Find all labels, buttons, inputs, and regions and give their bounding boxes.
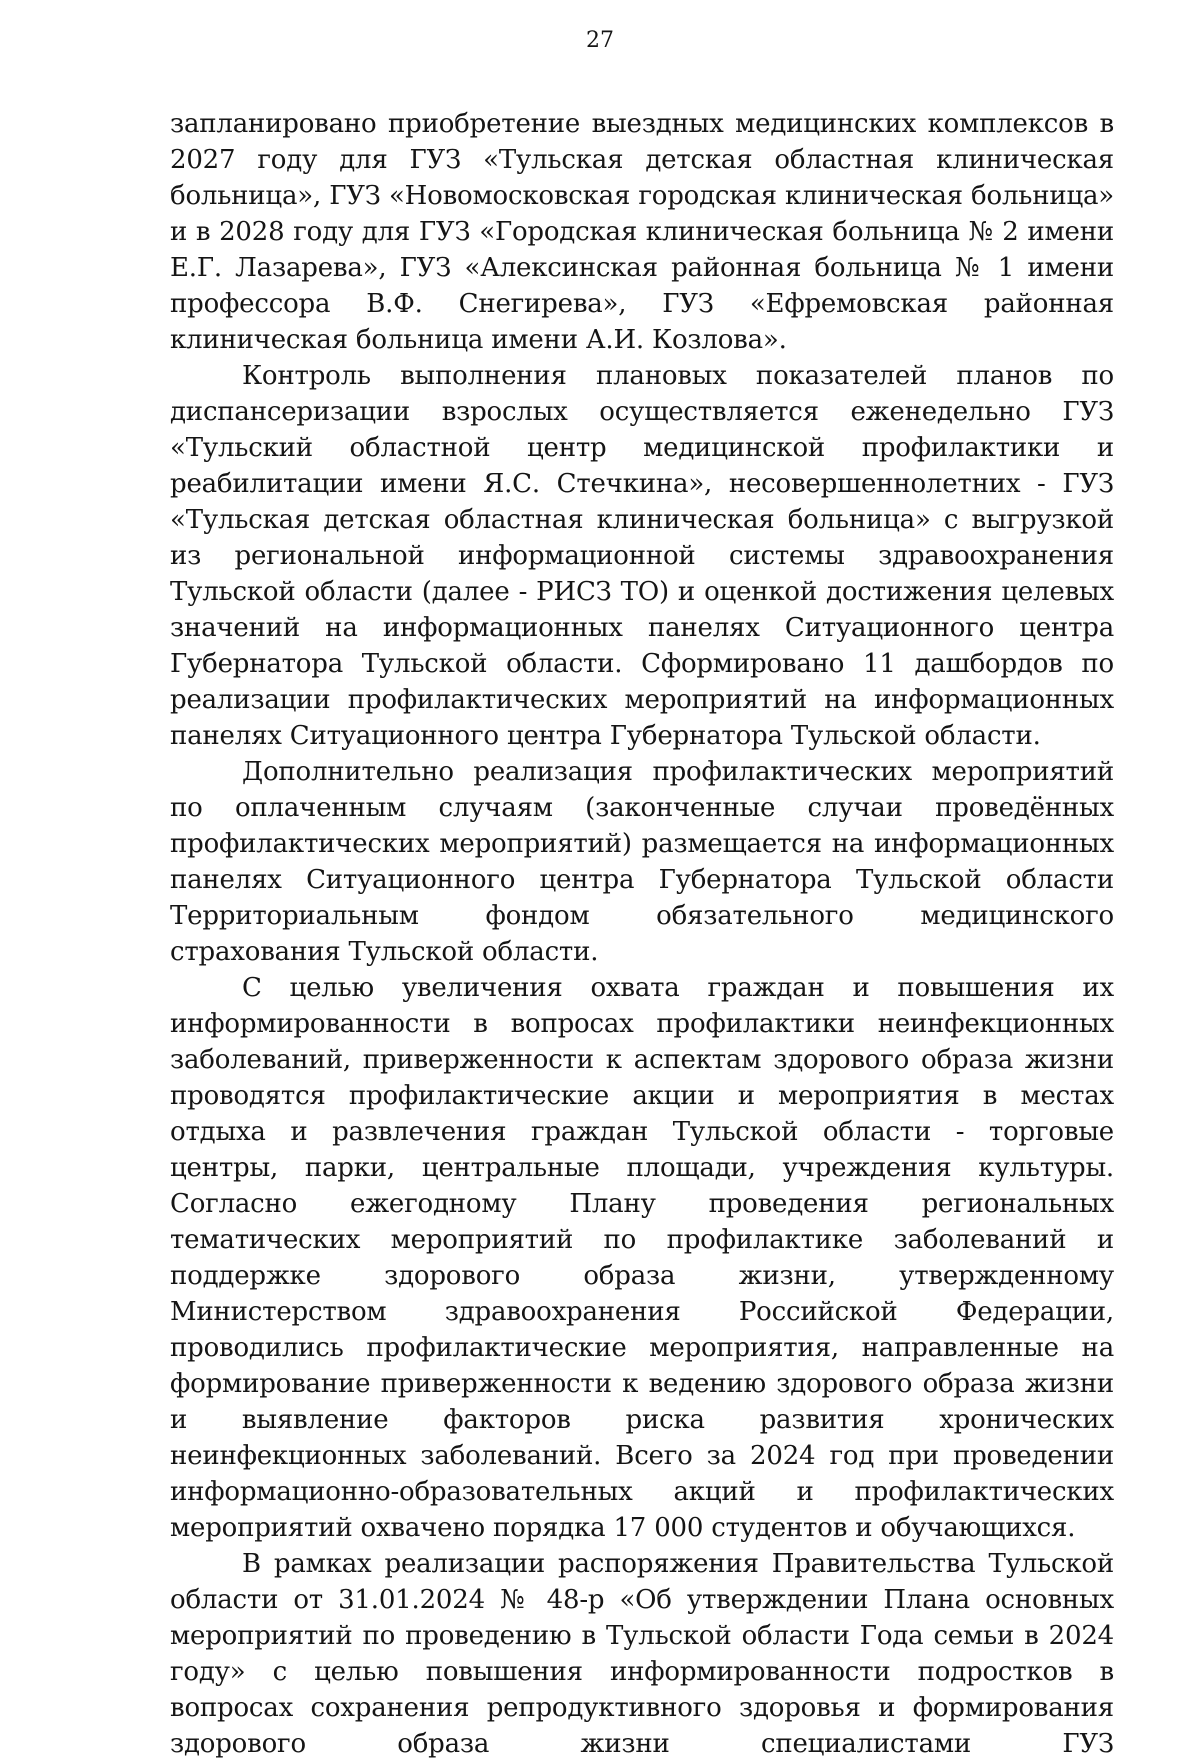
paragraph-year-of-family: В рамках реализации распоряжения Правительства Тульской области от 31.01.2024 № 48-р «Об утверждении Плана основных мероприятий по проведению в Тульской области Года семьи в 2024 году» с целью повышения информированности подростков в вопросах сохранения репродуктивного здоровья и формирования здорового образа жизни специалистами ГУЗ xyxy=(170,1549,1114,1759)
paragraph-prevention-actions: С целью увеличения охвата граждан и повышения их информированности в вопросах профилактики неинфекционных заболеваний, приверженности к аспектам здорового образа жизни проводятся профилактические акции и мероприятия в местах отдыха и развлечения граждан Тульской области - торговые центры, парки, центральные площади, учреждения культуры. Согласно ежегодному Плану проведения региональных тематических мероприятий по профилактике заболеваний и поддержке здорового образа жизни, утвержденному Министерством здравоохранения Российской Федерации, проводились профилактические мероприятия, направленные на формирование приверженности к ведению здорового образа жизни и выявление факторов риска развития хронических неинфекционных заболеваний. Всего за 2024 год при проведении информационно-образовательных акций и профилактических мероприятий охвачено порядка 17 000 студентов и обучающихся. xyxy=(170,973,1114,1543)
paragraph-dispensary-control: Контроль выполнения плановых показателей планов по диспансеризации взрослых осуществляется еженедельно ГУЗ «Тульский областной центр медицинской профилактики и реабилитации имени Я.С. Стечкина», несовершеннолетних - ГУЗ «Тульская детская областная клиническая больница» с выгрузкой из региональной информационной системы здравоохранения Тульской области (далее - РИСЗ ТО) и оценкой достижения целевых значений на информационных панелях Ситуационного центра Губернатора Тульской области. Сформировано 11 дашбордов по реализации профилактических мероприятий на информационных панелях Ситуационного центра Губернатора Тульской области. xyxy=(170,361,1114,751)
document-body xyxy=(170,106,1114,1762)
paragraph-procurement-plans: запланировано приобретение выездных медицинских комплексов в 2027 году для ГУЗ «Тульская детская областная клиническая больница», ГУЗ «Новомосковская городская клиническая больница» и в 2028 году для ГУЗ «Городская клиническая больница № 2 имени Е.Г. Лазарева», ГУЗ «Алексинская районная больница № 1 имени профессора В.Ф. Снегирева», ГУЗ «Ефремовская районная клиническая больница имени А.И. Козлова». xyxy=(170,109,1114,355)
page-number: 27 xyxy=(586,28,614,53)
paragraph-paid-cases: Дополнительно реализация профилактических мероприятий по оплаченным случаям (законченные случаи проведённых профилактических мероприятий) размещается на информационных панелях Ситуационного центра Губернатора Тульской области Территориальным фондом обязательного медицинского страхования Тульской области. xyxy=(170,757,1114,967)
